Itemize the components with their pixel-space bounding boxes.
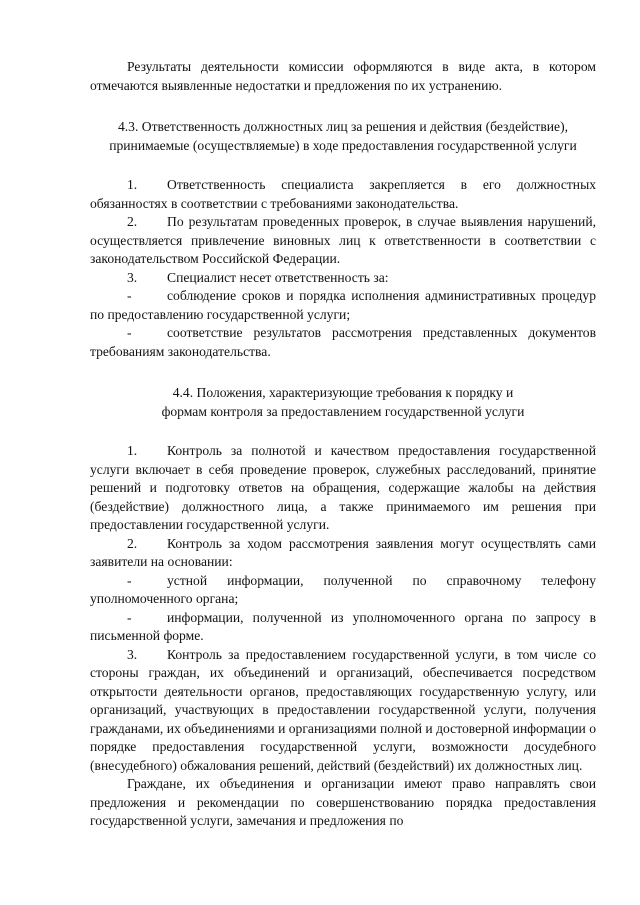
section-heading-4-4-line2: формам контроля за предоставлением государственной услуги [161,403,525,419]
dash-item-text: устной информации, полученной по справочному телефону уполномоченного органа; [90,572,596,606]
list-item-1 [90,176,596,213]
paragraph-citizens-rights: Граждане, их объединения и организации имеют право направлять свои предложения и рекомендации по совершенствованию порядка предоставления государственной услуги, замечания и предложения по [90,776,596,828]
dash-mark: - [127,325,132,340]
dash-item-deadlines [90,287,596,324]
list-item-control-2 [90,535,596,572]
dash-item-text: информации, полученной из уполномоченного органа по запросу в письменной форме. [90,609,596,643]
list-item-text: Контроль за ходом рассмотрения заявления могут осуществлять сами заявители на основании: [90,535,596,569]
list-number: 3. [127,646,138,662]
list-item-text: Контроль за предоставлением государственной услуги, в том числе со стороны граждан, их объединений и организаций, обеспечивается посредством открытости деятельности органов, предоставляющих государственную услугу, или организаций, участвующих в предоставлении государственной услуги, получения гражданами, их объединениями и организациями полной и достоверной информации о порядке предоставления государственной услуги, возможности досудебного (внесудебного) обжалования решений, действий (бездействий) их должностных лиц. [90,646,596,773]
dash-item-written-info [90,609,596,646]
dash-item-text: соответствие результатов рассмотрения представленных документов требованиям законодательства. [90,325,596,359]
list-item-text: По результатам проведенных проверок, в случае выявления нарушений, осуществляется привлечение виновных лиц к ответственности в соответствии с законодательством Российской Федерации. [90,214,596,266]
dash-item-compliance [90,324,596,361]
list-item-text: Контроль за полнотой и качеством предоставления государственной услуги включает в себя проведение проверок, служебных расследований, принятие решений и подготовку ответов на обращения, содержащие жалобы на действия (бездействие) должностного лица, а также принимаемого им решения при предоставлении государственной услуги. [90,443,596,532]
list-number: 2. [127,214,138,229]
list-number: 2. [127,535,138,551]
dash-mark: - [127,609,132,625]
paragraph-commission-results: Результаты деятельности комиссии оформляются в виде акта, в котором отмечаются выявленные недостатки и предложения по их устранению. [90,59,596,93]
list-item-control-1 [90,442,596,535]
list-number: 1. [127,443,138,458]
dash-item-phone-info [90,572,596,609]
dash-item-text: соблюдение сроков и порядка исполнения административных процедур по предоставлению государственной услуги; [90,288,596,322]
dash-mark: - [127,572,132,588]
dash-mark: - [127,288,132,303]
section-heading-4-3: 4.3. Ответственность должностных лиц за решения и действия (бездействие), принимаемые (осуществляемые) в ходе предоставления государственной услуги [109,119,577,153]
list-item-2 [90,213,596,269]
list-item-text: Специалист несет ответственность за: [167,269,389,285]
document-page [90,58,596,831]
section-heading-4-4-line1: 4.4. Положения, характеризующие требования к порядку и [172,385,514,400]
list-item-3 [90,269,596,288]
list-number: 3. [127,269,138,285]
list-item-control-3 [90,646,596,776]
list-item-text: Ответственность специалиста закрепляется в его должностных обязанностях в соответствии с требованиями законодательства. [90,177,596,211]
list-number: 1. [127,177,138,192]
